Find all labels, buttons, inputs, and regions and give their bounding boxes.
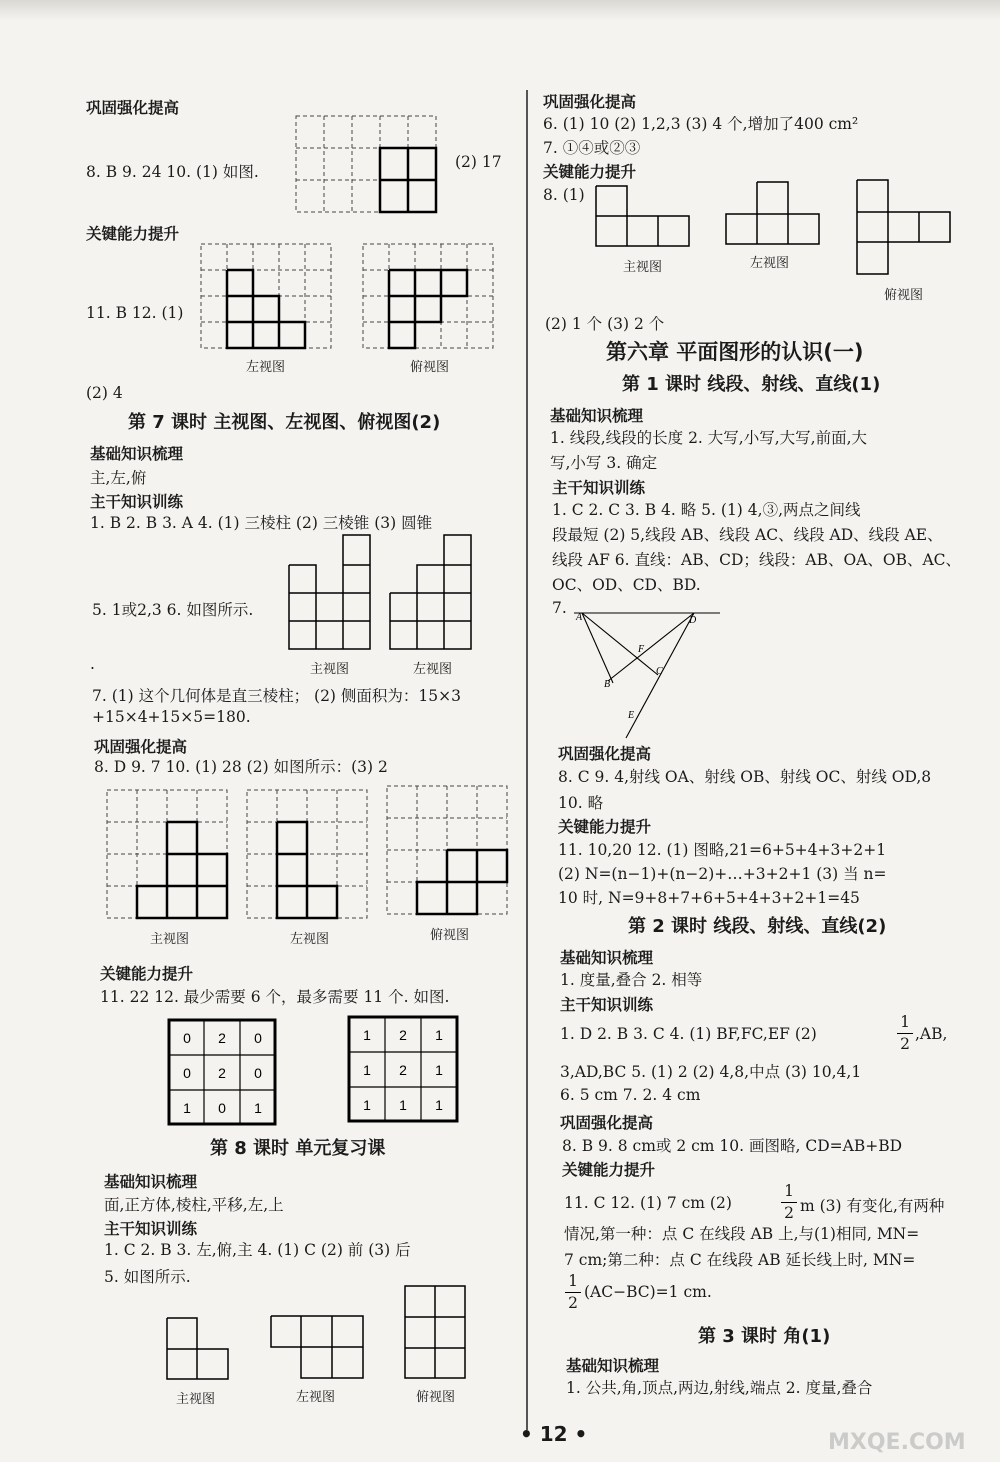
block-figure-left-view-r8: [726, 182, 822, 246]
section-heading: 巩固强化提高: [558, 745, 652, 763]
answer-line: 11. C 12. (1) 7 cm (2): [564, 1194, 732, 1212]
grid-cell-number: 1: [435, 1097, 443, 1113]
answer-line: 10. 略: [558, 794, 604, 812]
grid-cell-number: 2: [399, 1027, 407, 1043]
grid-cell-number: 1: [399, 1097, 407, 1113]
grid-cell-number: 1: [363, 1027, 371, 1043]
page-number: • 12 •: [520, 1422, 588, 1446]
answer-line: 11. B 12. (1): [86, 304, 184, 322]
grid-figure-left-view-q12: [201, 244, 333, 350]
answer-line: (2) 1 个 (3) 2 个: [545, 315, 665, 333]
block-figure-front-view-l8: [167, 1318, 231, 1382]
fraction-bar: [565, 1292, 581, 1293]
fraction-numerator: 1: [900, 1013, 910, 1031]
watermark-text: MXQE.COM: [828, 1430, 966, 1455]
figure-caption: 左视图: [296, 1390, 336, 1405]
grid-figure-top-view-l7b: [387, 786, 509, 916]
point-label-F: F: [638, 644, 645, 655]
answer-line: ,AB,: [915, 1025, 948, 1043]
answer-line: OC、OD、CD、BD.: [552, 576, 701, 594]
block-figure-top-view-r8: [857, 180, 953, 280]
lesson-title: 第 7 课时 主视图、左视图、俯视图(2): [128, 412, 441, 433]
grid-figure-front-view-l7b: [107, 790, 229, 920]
lesson-title: 第 2 课时 线段、射线、直线(2): [628, 916, 887, 937]
section-heading: 基础知识梳理: [90, 445, 184, 463]
section-heading: 关键能力提升: [86, 225, 180, 243]
answer-line: 7. ①④或②③: [543, 139, 641, 157]
point-label-B: B: [604, 679, 611, 690]
figure-caption: 主视图: [176, 1392, 216, 1407]
answer-line: 8. C 9. 4,射线 OA、射线 OB、射线 OC、射线 OD,8: [558, 768, 932, 786]
section-heading: 巩固强化提高: [86, 99, 180, 117]
answer-line: 情况,第一种：点 C 在线段 AB 上,与(1)相同, MN=: [564, 1225, 920, 1243]
answer-line: (2) 17: [455, 153, 502, 171]
answer-line: 1. 公共,角,顶点,两边,射线,端点 2. 度量,叠合: [566, 1379, 873, 1397]
section-heading: 关键能力提升: [562, 1161, 656, 1179]
section-heading: 巩固强化提高: [543, 93, 637, 111]
grid-cell-number: 0: [218, 1100, 226, 1116]
geometry-figure-q7: [568, 600, 728, 740]
grid-figure-left-view-l7b: [247, 790, 369, 920]
answer-line: 8. B 9. 24 10. (1) 如图.: [86, 163, 259, 181]
answer-line: 8. B 9. 8 cm或 2 cm 10. 画图略, CD=AB+BD: [562, 1137, 903, 1155]
section-heading: 主干知识训练: [104, 1220, 198, 1238]
answer-line: (AC−BC)=1 cm.: [584, 1283, 712, 1301]
grid-figure-q10: [296, 116, 436, 216]
figure-caption: 俯视图: [884, 288, 924, 303]
answer-line: 7.: [552, 599, 567, 617]
section-heading: 主干知识训练: [90, 493, 184, 511]
block-figure-front-view-l7: [289, 535, 373, 655]
section-heading: 主干知识训练: [552, 479, 646, 497]
answer-line: 3,AD,BC 5. (1) 2 (2) 4,8,中点 (3) 10,4,1: [560, 1063, 862, 1081]
block-figure-front-view-r8: [596, 186, 692, 250]
figure-caption: 左视图: [413, 662, 453, 677]
figure-caption: 左视图: [246, 360, 286, 375]
grid-cell-number: 0: [183, 1065, 191, 1081]
section-heading: 基础知识梳理: [560, 949, 654, 967]
point-label-A: A: [576, 612, 583, 623]
grid-cell-number: 1: [435, 1027, 443, 1043]
answer-line: 主,左,俯: [90, 469, 147, 487]
figure-caption: 左视图: [750, 256, 790, 271]
grid-cell-number: 1: [363, 1097, 371, 1113]
grid-cell-number: 0: [183, 1030, 191, 1046]
section-heading: 主干知识训练: [560, 996, 654, 1014]
answer-line: 1. 度量,叠合 2. 相等: [560, 971, 703, 989]
answer-line: 写,小写 3. 确定: [550, 454, 658, 472]
answer-line: 11. 10,20 12. (1) 图略,21=6+5+4+3+2+1: [558, 841, 887, 859]
figure-caption: 左视图: [290, 932, 330, 947]
answer-line: 10 时, N=9+8+7+6+5+4+3+2+1=45: [558, 889, 860, 907]
grid-cell-number: 2: [218, 1030, 226, 1046]
grid-cell-number: 1: [363, 1062, 371, 1078]
number-grid-max: [348, 1016, 460, 1124]
section-heading: 基础知识梳理: [550, 407, 644, 425]
figure-caption: 主视图: [623, 260, 663, 275]
section-heading: 巩固强化提高: [94, 738, 188, 756]
answer-line: 6. (1) 10 (2) 1,2,3 (3) 4 个,增加了400 cm²: [543, 115, 859, 133]
section-heading: 关键能力提升: [558, 818, 652, 836]
figure-caption: 主视图: [150, 932, 190, 947]
fraction-denominator: 2: [784, 1204, 794, 1222]
fraction-numerator: 1: [784, 1182, 794, 1200]
answer-line: 面,正方体,棱柱,平移,左,上: [104, 1196, 284, 1214]
number-grid-min: [168, 1019, 278, 1127]
fraction-bar: [781, 1202, 797, 1203]
answer-line: 11. 22 12. 最少需要 6 个，最多需要 11 个. 如图.: [100, 988, 450, 1006]
answer-line: 6. 5 cm 7. 2. 4 cm: [560, 1086, 701, 1104]
fraction-denominator: 2: [568, 1294, 578, 1312]
answer-line: 7. (1) 这个几何体是直三棱柱； (2) 侧面积为：15×3: [92, 687, 461, 705]
grid-cell-number: 1: [435, 1062, 443, 1078]
grid-cell-number: 0: [254, 1065, 262, 1081]
answer-line: +15×4+15×5=180.: [92, 708, 251, 726]
point-label-C: C: [656, 666, 663, 677]
answer-line: 段最短 (2) 5,线段 AB、线段 AC、线段 AD、线段 AE、: [552, 526, 943, 544]
figure-caption: 俯视图: [430, 928, 470, 943]
block-figure-left-view-l7: [390, 535, 502, 655]
grid-cell-number: 2: [399, 1062, 407, 1078]
figure-caption: 俯视图: [416, 1390, 456, 1405]
answer-line: 7 cm;第二种：点 C 在线段 AB 延长线上时, MN=: [564, 1251, 916, 1269]
answer-line: 8. (1): [543, 186, 585, 204]
section-heading: 巩固强化提高: [560, 1114, 654, 1132]
answer-line: 5. 1或2,3 6. 如图所示.: [92, 601, 254, 619]
block-figure-left-view-l8: [271, 1316, 367, 1380]
fraction-bar: [897, 1033, 913, 1034]
grid-cell-number: 1: [254, 1100, 262, 1116]
section-heading: 关键能力提升: [543, 163, 637, 181]
answer-line: 1. C 2. B 3. 左,俯,主 4. (1) C (2) 前 (3) 后: [104, 1241, 411, 1259]
fraction-denominator: 2: [900, 1035, 910, 1053]
figure-caption: 主视图: [310, 662, 350, 677]
point-label-E: E: [628, 710, 635, 721]
answer-line: m (3) 有变化,有两种: [800, 1197, 945, 1215]
section-heading: 基础知识梳理: [104, 1173, 198, 1191]
grid-cell-number: 1: [183, 1100, 191, 1116]
section-heading: 基础知识梳理: [566, 1357, 660, 1375]
column-divider: [526, 90, 528, 1430]
answer-line: (2) 4: [86, 384, 123, 402]
answer-line: 5. 如图所示.: [104, 1268, 191, 1286]
stray-mark: .: [90, 655, 95, 673]
answer-line: 1. C 2. C 3. B 4. 略 5. (1) 4,③,两点之间线: [552, 501, 861, 519]
answer-line: 1. B 2. B 3. A 4. (1) 三棱柱 (2) 三棱锥 (3) 圆锥: [90, 514, 433, 532]
section-heading: 关键能力提升: [100, 965, 194, 983]
figure-caption: 俯视图: [410, 360, 450, 375]
page-top-shadow: [0, 0, 1000, 20]
grid-cell-number: 2: [218, 1065, 226, 1081]
grid-cell-number: 0: [254, 1030, 262, 1046]
answer-line: 1. 线段,线段的长度 2. 大写,小写,大写,前面,大: [550, 429, 867, 447]
answer-line: 8. D 9. 7 10. (1) 28 (2) 如图所示：(3) 2: [94, 758, 388, 776]
lesson-title: 第 1 课时 线段、射线、直线(1): [622, 374, 881, 395]
point-label-D: D: [689, 615, 697, 626]
chapter-title: 第六章 平面图形的认识(一): [606, 340, 864, 364]
block-figure-top-view-l8: [405, 1286, 469, 1382]
answer-line: 1. D 2. B 3. C 4. (1) BF,FC,EF (2): [560, 1025, 817, 1043]
lesson-title: 第 3 课时 角(1): [698, 1326, 831, 1347]
answer-line: (2) N=(n−1)+(n−2)+…+3+2+1 (3) 当 n=: [558, 865, 887, 883]
answer-line: 线段 AF 6. 直线：AB、CD；线段：AB、OA、OB、AC、: [552, 551, 962, 569]
fraction-numerator: 1: [568, 1272, 578, 1290]
lesson-title: 第 8 课时 单元复习课: [210, 1138, 386, 1159]
grid-figure-top-view-q12: [363, 244, 495, 350]
